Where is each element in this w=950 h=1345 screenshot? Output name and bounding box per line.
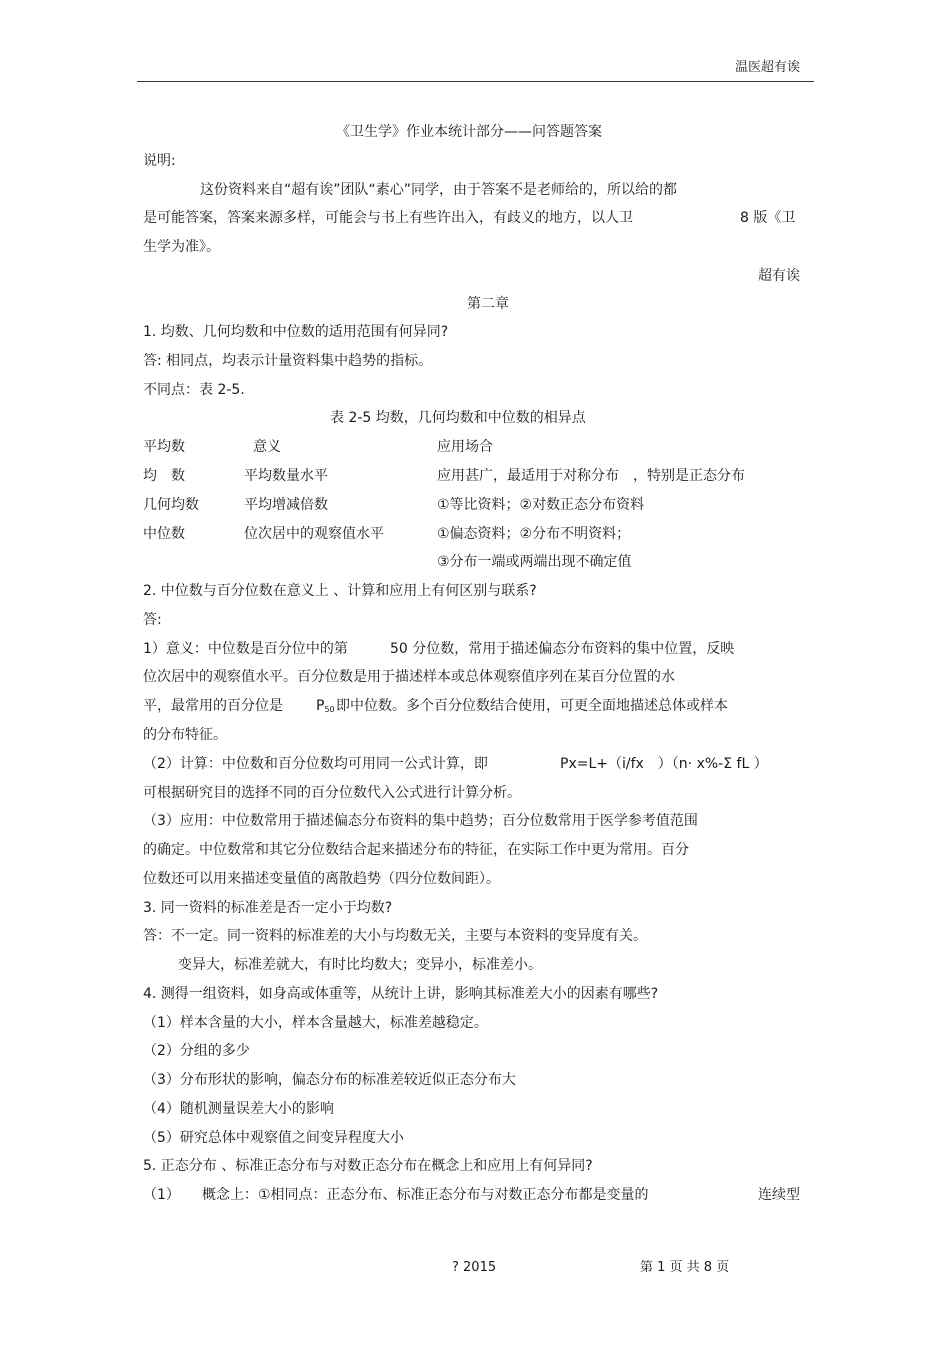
doc-title: 《卫生学》作业本统计部分——问答题答案 [336, 124, 602, 140]
percentile-symbol [316, 696, 335, 720]
note-line: 这份资料来自“超有诶”团队“素心”同学，由于答案不是老师给的，所以给的都 [200, 182, 678, 198]
formula: Px=L+（i/fx ）（n· x%-Σ fL ） [560, 756, 768, 772]
table-cell: ①等比资料；②对数正态分布资料 [437, 497, 645, 513]
answer-line: （4）随机测量误差大小的影响 [143, 1101, 334, 1117]
header-divider [137, 81, 814, 82]
table-cell: 几何均数 [143, 497, 199, 513]
answer-line: （3）分布形状的影响，偏态分布的标准差较近似正态分布大 [143, 1072, 516, 1088]
table-caption: 表 2-5 均数，几何均数和中位数的相异点 [330, 410, 586, 426]
table-header-cell: 平均数 [143, 439, 185, 455]
table-cell: 均 数 [143, 468, 185, 484]
answer-line: 50 分位数，常用于描述偏态分布资料的集中位置，反映 [390, 641, 735, 657]
answer-line: 可根据研究目的选择不同的百分位数代入公式进行计算分析。 [143, 785, 521, 801]
question: 4. 测得一组资料，如身高或体重等，从统计上讲，影响其标准差大小的因素有哪些? [143, 986, 659, 1002]
answer-line: （5）研究总体中观察值之间变异程度大小 [143, 1130, 404, 1146]
answer-line: （1）样本含量的大小，样本含量越大，标准差越稳定。 [143, 1015, 488, 1031]
percentile-letter: P [316, 698, 325, 714]
table-cell: ①偏态资料；②分布不明资料； [437, 526, 631, 542]
chapter-heading: 第二章 [467, 296, 509, 312]
answer-line: （2）分组的多少 [143, 1043, 250, 1059]
answer-line: 不同点：表 2-5. [143, 382, 245, 398]
table-header-cell: 意义 [253, 439, 281, 455]
percentile-subscript: 50 [324, 705, 335, 714]
signature: 超有诶 [758, 268, 800, 284]
table-cell: 应用甚广，最适用于对称分布 ，特别是正态分布 [437, 468, 745, 484]
table-cell: 中位数 [143, 526, 185, 542]
answer-line: （1） [143, 1187, 180, 1203]
answer-line: 1）意义：中位数是百分位中的第 [143, 641, 348, 657]
answer-line: 的分布特征。 [143, 727, 227, 743]
question: 5. 正态分布 、标准正态分布与对数正态分布在概念上和应用上有何异同? [143, 1158, 593, 1174]
header-label: 温医超有诶 [735, 60, 801, 75]
answer-line: 位数还可以用来描述变量值的离散趋势（四分位数间距）。 [143, 871, 500, 887]
footer-year: ? 2015 [452, 1260, 497, 1275]
note-line: 生学为准》。 [143, 239, 220, 255]
answer-line: 概念上：①相同点：正态分布、标准正态分布与对数正态分布都是变量的 [202, 1187, 649, 1203]
answer-line: 位次居中的观察值水平。百分位数是用于描述样本或总体观察值序列在某百分位置的水 [143, 669, 675, 685]
note-label: 说明: [143, 153, 176, 169]
question: 1. 均数、几何均数和中位数的适用范围有何异同? [143, 324, 449, 340]
answer-line: （2）计算：中位数和百分位数均可用同一公式计算，即 [143, 756, 488, 772]
answer-line: 平，最常用的百分位是 [143, 698, 283, 714]
table-cell: 平均数量水平 [244, 468, 328, 484]
table-cell: 平均增减倍数 [244, 497, 328, 513]
note-line: 是可能答案，答案来源多样，可能会与书上有些许出入，有歧义的地方，以人卫 [143, 210, 633, 226]
answer-line: （3）应用：中位数常用于描述偏态分布资料的集中趋势；百分位数常用于医学参考值范围 [143, 813, 698, 829]
table-header-cell: 应用场合 [437, 439, 493, 455]
answer-line: 答: 相同点，均表示计量资料集中趋势的指标。 [143, 353, 433, 369]
footer-page-number: 第 1 页 共 8 页 [640, 1260, 730, 1275]
table-cell: ③分布一端或两端出现不确定值 [437, 554, 632, 570]
table-cell: 位次居中的观察值水平 [244, 526, 384, 542]
question: 2. 中位数与百分位数在意义上 、计算和应用上有何区别与联系? [143, 583, 537, 599]
answer-line: 变异大，标准差就大，有时比均数大；变异小，标准差小。 [178, 957, 542, 973]
answer-line: 即中位数。多个百分位数结合使用，可更全面地描述总体或样本 [336, 698, 728, 714]
answer-line: 连续型 [758, 1187, 800, 1203]
answer-label: 答: [143, 612, 162, 628]
answer-line: 的确定。中位数常和其它分位数结合起来描述分布的特征，在实际工作中更为常用。百分 [143, 842, 689, 858]
note-line: 8 版《卫 [740, 210, 796, 226]
question: 3. 同一资料的标准差是否一定小于均数? [143, 900, 393, 916]
answer-line: 答：不一定。同一资料的标准差的大小与均数无关，主要与本资料的变异度有关。 [143, 928, 647, 944]
